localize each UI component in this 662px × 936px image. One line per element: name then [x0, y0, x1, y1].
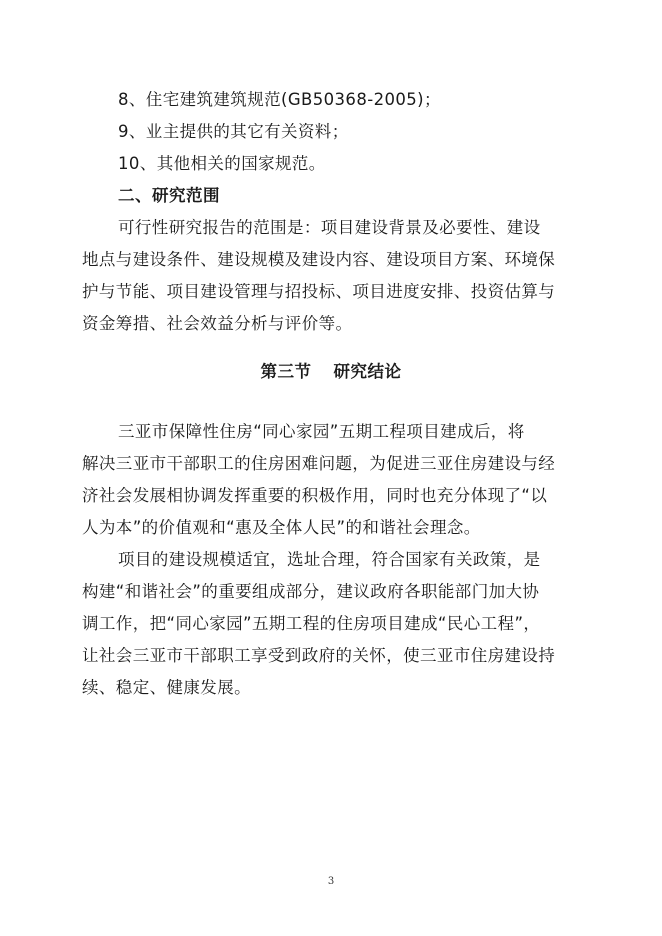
section-title [0, 356, 662, 388]
paragraph-line: 护与节能、项目建设管理与招投标、项目进度安排、投资估算与 [82, 282, 556, 301]
paragraph-line: 项目的建设规模适宜，选址合理，符合国家有关政策，是 [118, 550, 541, 569]
list-item: 9、业主提供的其它有关资料； [118, 122, 349, 141]
section-title-text: 研究结论 [333, 362, 402, 381]
paragraph-line: 续、稳定、健康发展。 [82, 678, 251, 697]
paragraph-line: 调工作，把“同心家园”五期工程的住房项目建成“民心工程”， [82, 614, 541, 633]
paragraph-line: 可行性研究报告的范围是：项目建设背景及必要性、建设 [118, 218, 541, 237]
page-number: 3 [327, 876, 335, 887]
paragraph-line: 解决三亚市干部职工的住房困难问题，为促进三亚住房建设与经 [82, 454, 556, 473]
paragraph-line: 济社会发展相协调发挥重要的积极作用，同时也充分体现了“以 [82, 486, 548, 505]
section-number: 第三节 [260, 362, 312, 381]
list-item: 10、其他相关的国家规范。 [118, 154, 326, 173]
paragraph-line: 人为本”的价值观和“惠及全体人民”的和谐社会理念。 [82, 518, 481, 537]
paragraph-line: 地点与建设条件、建设规模及建设内容、建设项目方案、环境保 [82, 250, 556, 269]
paragraph-line: 构建“和谐社会”的重要组成部分，建议政府各职能部门加大协 [82, 582, 540, 601]
paragraph-line: 三亚市保障性住房“同心家园”五期工程项目建成后，将 [118, 422, 525, 441]
paragraph-line: 资金筹措、社会效益分析与评价等。 [82, 314, 353, 333]
scope-heading: 二、研究范围 [118, 186, 220, 205]
paragraph-line: 让社会三亚市干部职工享受到政府的关怀，使三亚市住房建设持 [82, 646, 556, 665]
list-item: 8、住宅建筑建筑规范(GB50368-2005)； [118, 90, 441, 109]
